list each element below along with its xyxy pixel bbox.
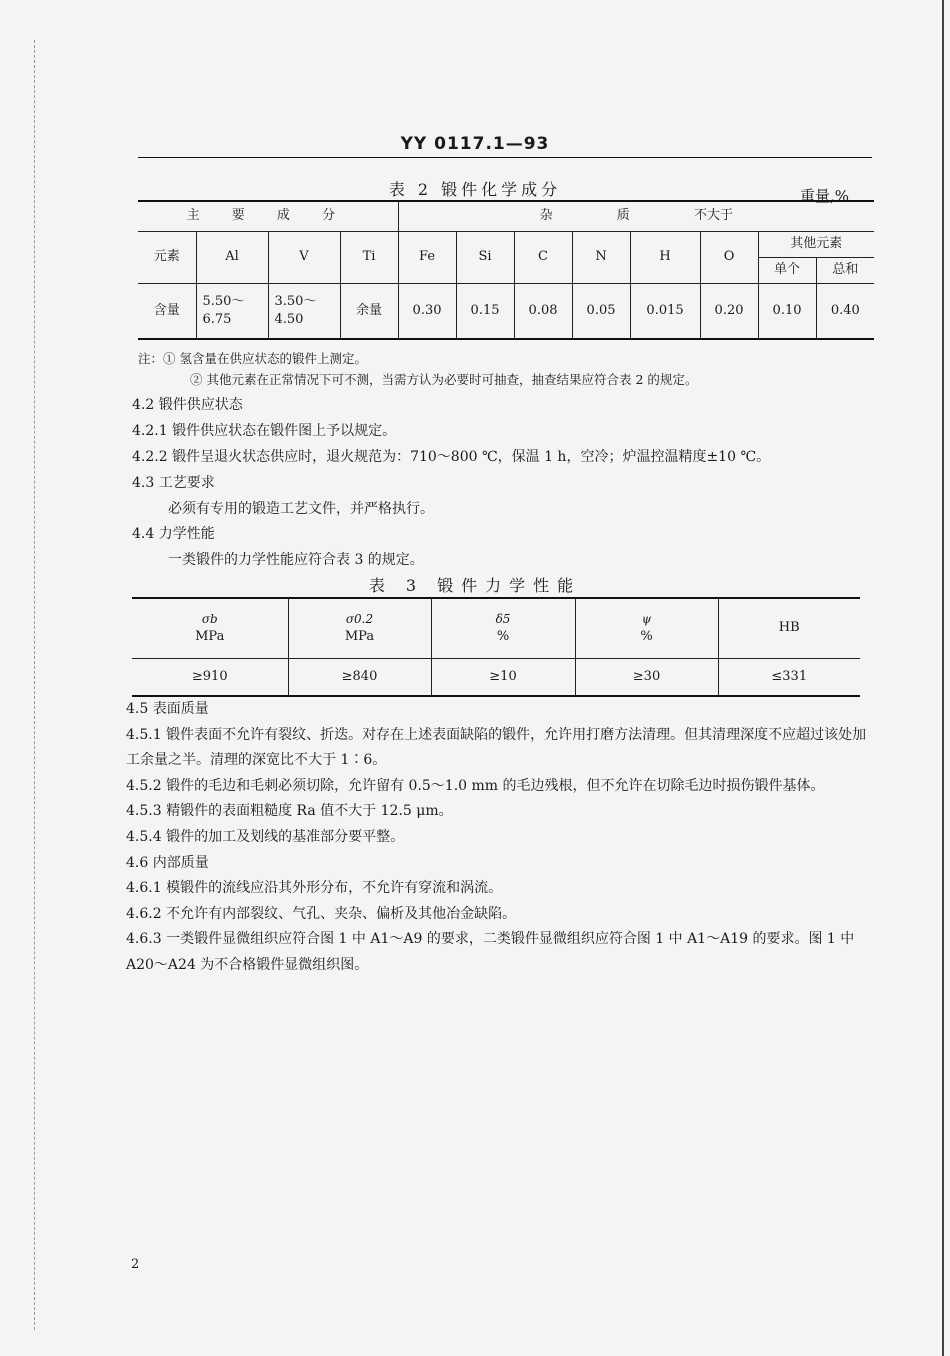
clause-4-6-2: 4.6.2 不允许有内部裂纹、气孔、夹杂、偏析及其他冶金缺陷。 xyxy=(126,905,517,922)
header-psi: ψ % xyxy=(575,598,718,658)
element-si: Si xyxy=(456,231,514,283)
header-sigma-b: σb MPa xyxy=(132,598,288,658)
clause-4-6-1: 4.6.1 模锻件的流线应沿其外形分布，不允许有穿流和涡流。 xyxy=(126,880,503,897)
element-v: V xyxy=(268,231,340,283)
value-sigma-b: ≥910 xyxy=(132,658,288,696)
value-delta-5: ≥10 xyxy=(431,658,575,696)
standard-code: YY 0117.1—93 xyxy=(400,134,550,154)
clause-4-5-3: 4.5.3 精锻件的表面粗糙度 Ra 值不大于 12.5 μm。 xyxy=(126,803,453,820)
chemical-composition-table xyxy=(138,200,874,340)
element-h: H xyxy=(630,231,700,283)
element-n: N xyxy=(572,231,630,283)
mechanical-properties-table xyxy=(132,597,860,697)
note-2: ② 其他元素在正常情况下可不测，当需方认为必要时可抽查，抽查结果应符合表 2 的规定。 xyxy=(190,372,698,388)
element-ti: Ti xyxy=(340,231,398,283)
other-total-header: 总和 xyxy=(816,257,874,283)
content-n: 0.05 xyxy=(572,283,630,339)
row-label-content: 含量 xyxy=(138,283,196,339)
clause-4-5-2: 4.5.2 锻件的毛边和毛刺必须切除，允许留有 0.5～1.0 mm 的毛边残根，但不允许在切除毛边时损伤锻件基体。 xyxy=(126,777,825,794)
content-v: 3.50～ 4.50 xyxy=(268,283,340,339)
content-si: 0.15 xyxy=(456,283,514,339)
clause-4-2-1: 4.2.1 锻件供应状态在锻件图上予以规定。 xyxy=(132,422,397,439)
table3-caption: 表 3 锻件力学性能 xyxy=(368,576,582,595)
clause-4-3-text: 必须有专用的锻造工艺文件，并严格执行。 xyxy=(168,500,434,517)
header-rule xyxy=(138,157,872,158)
group-main-components: 主 要 成 分 xyxy=(138,201,398,231)
page-number: 2 xyxy=(131,1257,140,1272)
value-hb: ≤331 xyxy=(718,658,860,696)
group-impurities: 杂 质 不大于 xyxy=(398,201,874,231)
heading-4-4: 4.4 力学性能 xyxy=(132,526,215,543)
content-other-total: 0.40 xyxy=(816,283,874,339)
heading-4-2: 4.2 锻件供应状态 xyxy=(132,397,243,413)
section-4-5-to-4-6 xyxy=(126,697,872,979)
element-c: C xyxy=(514,231,572,283)
header-hb: HB xyxy=(718,598,860,658)
heading-4-5: 4.5 表面质量 xyxy=(126,701,209,717)
content-al: 5.50～ 6.75 xyxy=(196,283,268,339)
element-al: Al xyxy=(196,231,268,283)
clause-4-4-text: 一类锻件的力学性能应符合表 3 的规定。 xyxy=(168,552,424,569)
clause-4-5-1: 4.5.1 锻件表面不允许有裂纹、折迭。对存在上述表面缺陷的锻件，允许用打磨方法清理。但其清理深度不应超过该处加工余量之半。清理的深宽比不大于 1∶6。 xyxy=(126,726,867,769)
value-psi: ≥30 xyxy=(575,658,718,696)
content-c: 0.08 xyxy=(514,283,572,339)
heading-4-6: 4.6 内部质量 xyxy=(126,854,209,871)
header-delta-5: δ5 % xyxy=(431,598,575,658)
clause-4-2-2: 4.2.2 锻件呈退火状态供应时，退火规范为：710～800 ℃，保温 1 h，空冷；炉温控温精度±10 ℃。 xyxy=(132,448,771,465)
content-h: 0.015 xyxy=(630,283,700,339)
element-fe: Fe xyxy=(398,231,456,283)
row-label-element: 元素 xyxy=(138,231,196,283)
value-sigma-02: ≥840 xyxy=(288,658,431,696)
clause-4-6-3: 4.6.3 一类锻件显微组织应符合图 1 中 A1～A9 的要求，二类锻件显微组织应符合图 1 中 A1～A19 的要求。图 1 中 A20～A24 为不合格锻件显微组织图。 xyxy=(126,931,855,974)
table2-unit: 重量,% xyxy=(800,187,850,205)
heading-4-3: 4.3 工艺要求 xyxy=(132,474,215,491)
header-sigma-02: σ0.2 MPa xyxy=(288,598,431,658)
note-1: 注：① 氢含量在供应状态的锻件上测定。 xyxy=(138,351,367,366)
table2-caption: 表 2 锻件化学成分 xyxy=(388,180,562,199)
content-fe: 0.30 xyxy=(398,283,456,339)
table2-notes xyxy=(138,348,697,391)
binding-margin-left xyxy=(34,40,35,1330)
page-edge-right xyxy=(942,0,944,1356)
content-ti: 余量 xyxy=(340,283,398,339)
section-4-2-to-4-4 xyxy=(132,393,872,574)
other-elements-header: 其他元素 xyxy=(758,231,874,257)
content-o: 0.20 xyxy=(700,283,758,339)
content-other-single: 0.10 xyxy=(758,283,816,339)
element-o: O xyxy=(700,231,758,283)
other-single-header: 单个 xyxy=(758,257,816,283)
clause-4-5-4: 4.5.4 锻件的加工及划线的基准部分要平整。 xyxy=(126,829,405,846)
